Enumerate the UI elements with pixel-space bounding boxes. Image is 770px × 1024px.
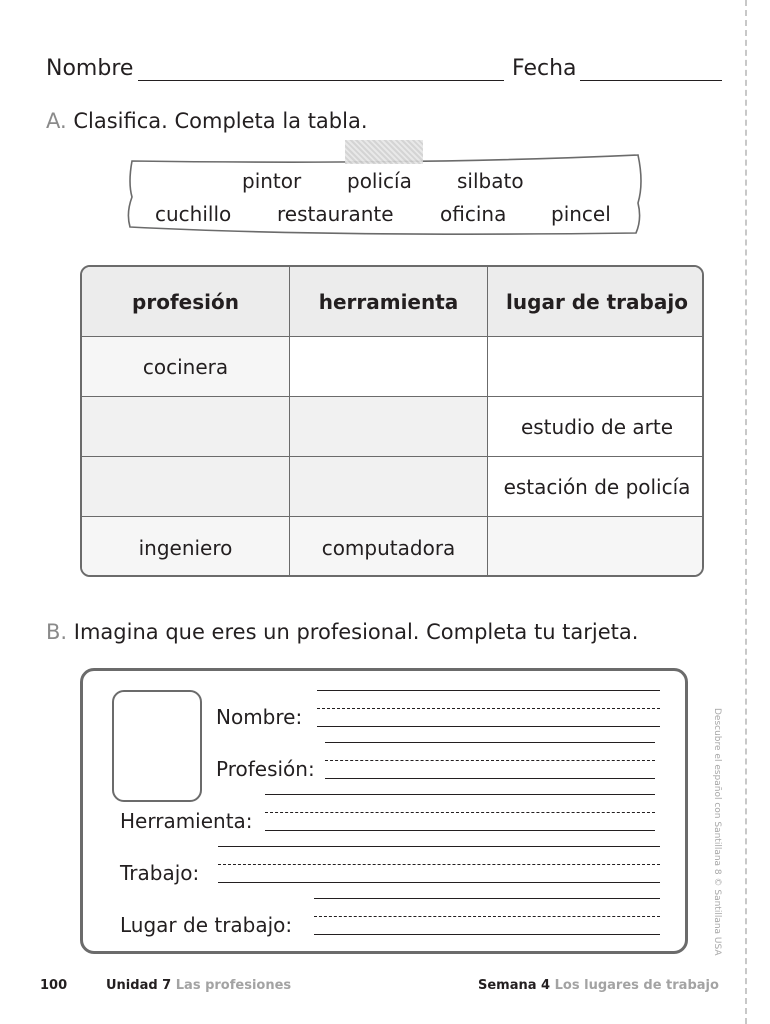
writing-line[interactable]: [317, 690, 660, 691]
writing-guide: [325, 760, 655, 761]
word-restaurante: restaurante: [277, 202, 394, 226]
table-cell-blank[interactable]: [488, 337, 704, 397]
side-credit: Descubre el español con Santillana 8 © Santillana USA: [712, 708, 722, 956]
writing-line[interactable]: [314, 898, 660, 899]
writing-guide: [218, 864, 660, 865]
herramienta-line[interactable]: [265, 830, 655, 831]
field-label-profesion: Profesión:: [216, 757, 315, 781]
page-number: 100: [40, 978, 68, 993]
word-pintor: pintor: [242, 169, 302, 193]
field-label-trabajo: Trabajo:: [120, 861, 200, 885]
nombre-line[interactable]: [317, 726, 660, 727]
table-cell: computadora: [290, 517, 488, 577]
section-b-title: [46, 620, 638, 644]
table-cell-blank[interactable]: [488, 517, 704, 577]
table-cell: cocinera: [82, 337, 290, 397]
word-bank: [124, 153, 644, 233]
footer-unit-title: Las profesiones: [175, 978, 292, 993]
table-cell-blank[interactable]: [290, 397, 488, 457]
word-silbato: silbato: [457, 169, 524, 193]
writing-line[interactable]: [325, 742, 655, 743]
table-cell-blank[interactable]: [82, 397, 290, 457]
footer-week: [478, 978, 719, 993]
section-b-letter: B.: [46, 620, 68, 644]
table-header-herramienta: herramienta: [290, 267, 488, 337]
footer-week-title: Los lugares de trabajo: [554, 978, 719, 993]
writing-guide: [317, 708, 660, 709]
field-label-lugar: Lugar de trabajo:: [120, 913, 293, 937]
cut-line: [745, 0, 747, 1024]
table-cell: ingeniero: [82, 517, 290, 577]
name-label: Nombre: [46, 56, 134, 81]
writing-line[interactable]: [265, 794, 655, 795]
table-cell-blank[interactable]: [82, 457, 290, 517]
footer-week-label: Semana 4: [478, 978, 551, 993]
table-header-profesion: profesión: [82, 267, 290, 337]
classification-table: [80, 265, 704, 577]
word-cuchillo: cuchillo: [155, 202, 232, 226]
writing-guide: [265, 812, 655, 813]
section-a-letter: A.: [46, 109, 67, 133]
table-cell: estudio de arte: [488, 397, 704, 457]
section-b-text: Imagina que eres un profesional. Completa tu tarjeta.: [73, 620, 639, 644]
section-a-title: [46, 109, 368, 133]
writing-line[interactable]: [218, 846, 660, 847]
footer-unit: [106, 978, 291, 993]
date-line[interactable]: [580, 80, 722, 81]
section-a-text: Clasifica. Completa la tabla.: [73, 109, 368, 133]
word-pincel: pincel: [551, 202, 611, 226]
field-label-herramienta: Herramienta:: [120, 809, 253, 833]
table-header-lugar: lugar de trabajo: [488, 267, 704, 337]
photo-box[interactable]: [112, 690, 202, 802]
table-cell: estación de policía: [488, 457, 704, 517]
writing-guide: [314, 916, 660, 917]
footer-unit-label: Unidad 7: [106, 978, 172, 993]
date-label: Fecha: [512, 56, 577, 81]
table-cell-blank[interactable]: [290, 337, 488, 397]
table-cell-blank[interactable]: [290, 457, 488, 517]
word-policia: policía: [347, 169, 412, 193]
field-label-nombre: Nombre:: [216, 705, 303, 729]
name-line[interactable]: [138, 80, 504, 81]
profesion-line[interactable]: [325, 778, 655, 779]
tape-decoration: [345, 140, 423, 164]
lugar-line[interactable]: [314, 934, 660, 935]
trabajo-line[interactable]: [218, 882, 660, 883]
word-oficina: oficina: [440, 202, 507, 226]
